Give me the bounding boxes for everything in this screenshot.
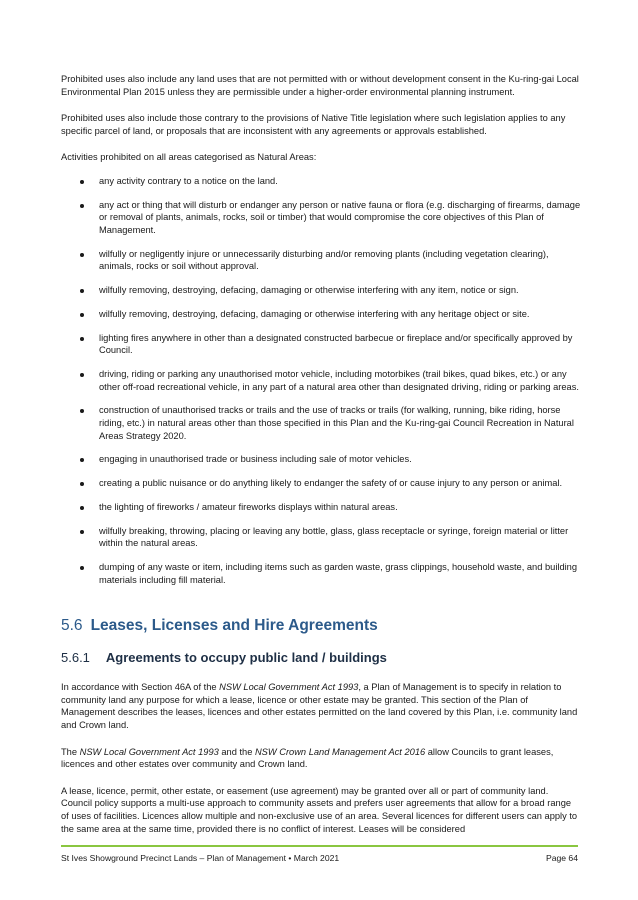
footer-page-number: Page 64 (545, 853, 578, 863)
list-item: wilfully breaking, throwing, placing or leaving any bottle, glass, glass receptacle or syringe, foreign material or litter within the natural areas. (61, 525, 581, 550)
bullet-icon (80, 204, 84, 208)
bullet-icon (80, 409, 84, 413)
section-number: 5.6 (61, 617, 83, 635)
bullet-icon (80, 313, 84, 317)
paragraph-activities-intro: Activities prohibited on all areas categorised as Natural Areas: (61, 152, 317, 163)
bullet-icon (80, 180, 84, 184)
section-heading (61, 616, 581, 636)
bullet-icon (80, 458, 84, 462)
subsection-number: 5.6.1 (61, 650, 90, 666)
list-item: driving, riding or parking any unauthorised motor vehicle, including motorbikes (trail bikes, quad bikes, etc.) or any other off-road recreational vehicle, in any part of a natural area other than designated driving, riding or parking areas. (61, 368, 581, 393)
footer-document-title: St Ives Showground Precinct Lands – Plan of Management • March 2021 (61, 853, 340, 863)
bullet-icon (80, 253, 84, 257)
paragraph-native-title: Prohibited uses also include those contrary to the provisions of Native Title legislation where such legislation applies to any specific parcel of land, or proposals that are inconsistent with any agreements or approvals established. (61, 113, 566, 136)
section-title: Leases, Licenses and Hire Agreements (90, 617, 378, 635)
bullet-icon (80, 566, 84, 570)
list-item: any act or thing that will disturb or endanger any person or native fauna or flora (e.g. discharging of firearms, damage or removal of plants, animals, rocks, soil or timber) that would compromise the core objectives of this Plan of Management. (61, 199, 581, 237)
list-item: creating a public nuisance or do anything likely to endanger the safety of or cause injury to any person or animal. (61, 477, 581, 490)
footer-divider (61, 845, 578, 847)
paragraph-acts: The NSW Local Government Act 1993 and the NSW Crown Land Management Act 2016 allow Councils to grant leases, licences and other estates over community and Crown land. (61, 746, 554, 770)
paragraph-prohibited-lep: Prohibited uses also include any land uses that are not permitted with or without development consent in the Ku-ring-gai Local Environmental Plan 2015 unless they are permissible under a higher-order environmental planning instrument. (61, 74, 579, 97)
prohibited-activities-list (61, 175, 581, 586)
bullet-icon (80, 506, 84, 510)
bullet-icon (80, 337, 84, 341)
list-item: wilfully or negligently injure or unnecessarily disturbing and/or removing plants (including vegetation clearing), animals, rocks or soil without approval. (61, 248, 581, 273)
paragraph-use-agreements: A lease, licence, permit, other estate, or easement (use agreement) may be granted over all or part of community land. Council policy supports a multi-use approach to community assets and prefers user agreements that allow for a broad range of uses of facilities. Licences allow multiple and non-exclusive use of an area. Several licences for different users can apply to the same area at the same time, provided there is no conflict of interest. Leases will be considered (61, 785, 578, 834)
list-item: any activity contrary to a notice on the land. (61, 175, 581, 188)
list-item: wilfully removing, destroying, defacing, damaging or otherwise interfering with any heritage object or site. (61, 308, 581, 321)
bullet-icon (80, 373, 84, 377)
list-item: dumping of any waste or item, including items such as garden waste, grass clippings, household waste, and building materials including fill material. (61, 561, 581, 586)
list-item: construction of unauthorised tracks or trails and the use of tracks or trails (for walking, running, bike riding, horse riding, etc.) in natural areas other than those specified in this Plan and the Ku-ring-gai Council Recreation in Natural Areas Strategy 2020. (61, 404, 581, 442)
page-content (61, 73, 581, 849)
bullet-icon (80, 289, 84, 293)
bullet-icon (80, 530, 84, 534)
list-item: the lighting of fireworks / amateur fireworks displays within natural areas. (61, 501, 581, 514)
bullet-icon (80, 482, 84, 486)
list-item: wilfully removing, destroying, defacing, damaging or otherwise interfering with any item, notice or sign. (61, 284, 581, 297)
list-item: engaging in unauthorised trade or business including sale of motor vehicles. (61, 453, 581, 466)
list-item: lighting fires anywhere in other than a designated constructed barbecue or fireplace and/or specifically approved by Council. (61, 332, 581, 357)
subsection-heading (61, 649, 581, 667)
paragraph-section-46a: In accordance with Section 46A of the NSW Local Government Act 1993, a Plan of Management is to specify in relation to community land any purpose for which a lease, licence or other estate may be granted. This section of the Plan of Management describes the leases, licences and other estates permitted on the land covered by this Plan, i.e. community land and Crown land. (61, 682, 578, 731)
subsection-title: Agreements to occupy public land / buildings (105, 650, 387, 666)
